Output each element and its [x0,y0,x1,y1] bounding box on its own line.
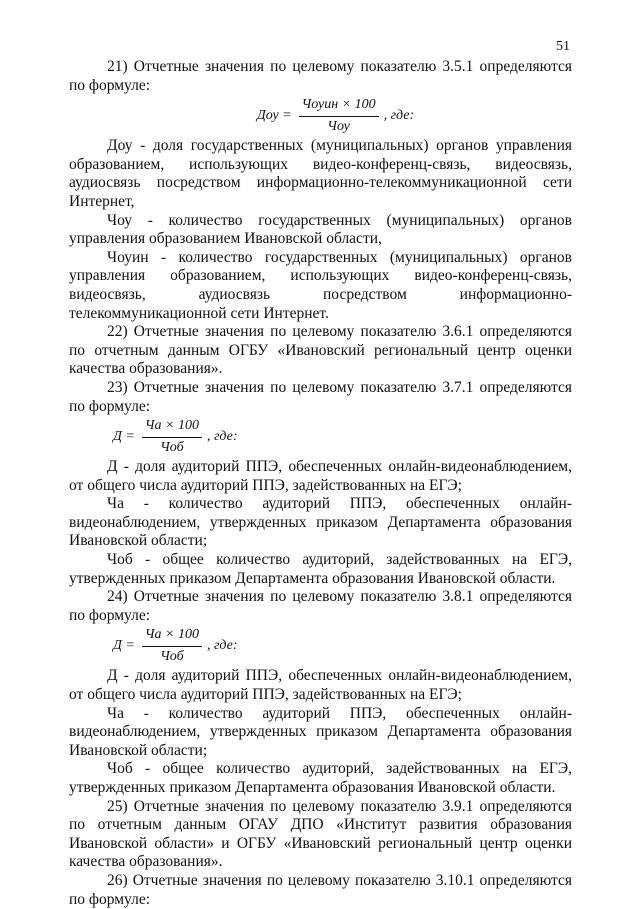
page-content [69,58,572,909]
formula-tail: , где: [206,428,238,444]
item-21-intro: 21) Отчетные значения по целевому показателю 3.5.1 определяются по формуле: [69,58,572,94]
page-number: 51 [556,39,570,54]
definition-d: Д - доля аудиторий ППЭ, обеспеченных онлайн-видеонаблюдением, от общего числа аудиторий ППЭ, задействованных на ЕГЭ; [69,458,572,494]
definition-chob: Чоб - общее количество аудиторий, задействованных на ЕГЭ, утвержденных приказом Департамента образования Ивановской области. [69,551,572,587]
item-26-intro: 26) Отчетные значения по целевому показателю 3.10.1 определяются по формуле: [69,871,572,908]
formula-tail: , где: [206,638,238,654]
item-23-intro: 23) Отчетные значения по целевому показателю 3.7.1 определяются по формуле: [69,378,572,415]
formula-fraction [142,626,202,666]
formula-tail: , где: [383,107,415,123]
definition-chouin: Чоуин - количество государственных (муниципальных) органов управления образованием, использующих видео-конференц-связь, видеосвязь, аудиосвязь посредством информационно-телекоммуникационной сети Интернет. [69,248,572,322]
formula-fraction [142,417,202,457]
formula-lhs: Доу = [256,107,292,123]
formula-lhs: Д = [113,638,135,654]
formula-denominator: Чоб [160,648,184,664]
formula-d-24 [69,625,572,667]
formula-fraction [299,96,379,136]
formula-dou [69,95,572,137]
formula-numerator: Чоуин × 100 [299,96,379,117]
definition-cha: Ча - количество аудиторий ППЭ, обеспеченных онлайн-видеонаблюдением, утвержденных приказом Департамента образования Ивановской области; [69,704,572,759]
item-25: 25) Отчетные значения по целевому показателю 3.9.1 определяются по отчетным данным ОГАУ ДПО «Институт развития образования Ивановской области» и ОГБУ «Ивановский региональный центр оценки качества образования». [69,797,572,871]
definition-dou: Доу - доля государственных (муниципальных) органов управления образованием, использующих видео-конференц-связь, видеосвязь, аудиосвязь посредством информационно-телекоммуникационной сети Интернет, [69,137,572,210]
formula-numerator: Ча × 100 [142,417,202,438]
definition-d: Д - доля аудиторий ППЭ, обеспеченных онлайн-видеонаблюдением, от общего числа аудиторий ППЭ, задействованных на ЕГЭ; [69,667,572,704]
definition-chou: Чоу - количество государственных (муниципальных) органов управления образованием Ивановской области, [69,211,572,248]
definition-chob: Чоб - общее количество аудиторий, задействованных на ЕГЭ, утвержденных приказом Департамента образования Ивановской области. [69,760,572,796]
definition-cha: Ча - количество аудиторий ППЭ, обеспеченных онлайн-видеонаблюдением, утвержденных приказом Департамента образования Ивановской области; [69,495,572,550]
item-24-intro: 24) Отчетные значения по целевому показателю 3.8.1 определяются по формуле: [69,588,572,624]
formula-d-23 [69,416,572,458]
formula-denominator: Чоб [160,439,184,455]
formula-numerator: Ча × 100 [142,626,202,647]
item-22: 22) Отчетные значения по целевому показателю 3.6.1 определяются по отчетным данным ОГБУ «Ивановский региональный центр оценки качества образования». [69,323,572,378]
formula-lhs: Д = [113,428,135,444]
formula-denominator: Чоу [327,118,350,134]
